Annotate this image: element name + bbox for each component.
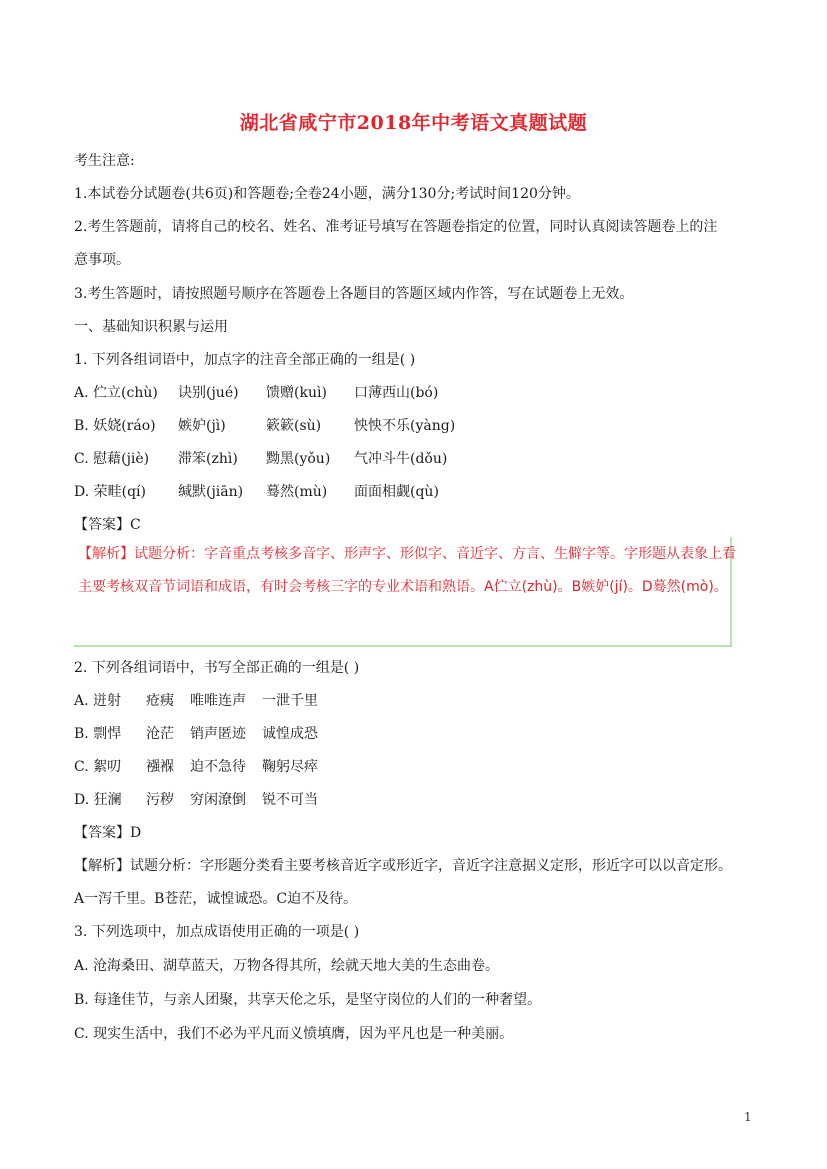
question-3-option-b: B. 每逢佳节，与亲人团聚，共享天伦之乐，是坚守岗位的人们的一种奢望。 <box>74 992 542 1008</box>
question-2-stem: 2. 下列各组词语中，书写全部正确的一组是( ) <box>74 660 360 676</box>
notice-item-2b: 意事项。 <box>74 252 130 268</box>
question-2-option-c: C. 絮叨 襁褓 迫不急待 鞠躬尽瘁 <box>74 759 318 775</box>
question-3-option-c: C. 现实生活中，我们不必为平凡而义愤填膺，因为平凡也是一种美丽。 <box>74 1026 514 1042</box>
question-2-option-a: A. 迸射 疮痍 唯唯连声 一泄千里 <box>74 693 318 709</box>
question-1-analysis: 【解析】试题分析：字音重点考核多音字、形声字、形似字、音近字、方言、生僻字等。字形题从表象上看主要考核双音节词语和成语，有时会考核三字的专业术语和熟语。A伫立(zhù)。B嫉妒(jí)。D蓦然(mò)。 <box>78 546 736 595</box>
question-1-option-c: C. 慰藉(jiè) 滞笨(zhì) 黝黑(yǒu) 气冲斗牛(dǒu) <box>74 451 448 467</box>
notice-heading: 考生注意: <box>74 153 135 169</box>
question-1-stem: 1. 下列各组词语中，加点字的注音全部正确的一组是( ) <box>74 352 416 368</box>
page-title: 湖北省咸宁市2018年中考语文真题试题 <box>239 112 588 134</box>
question-2-answer: 【答案】D <box>74 825 142 841</box>
question-2-analysis-a: 【解析】试题分析：字形题分类看主要考核音近字或形近字，音近字注意据义定形，形近字可以以音定形。 <box>74 858 732 874</box>
question-1-answer: 【答案】C <box>74 517 141 533</box>
notice-item-3: 3.考生答题时，请按照题号顺序在答题卷上各题目的答题区域内作答，写在试题卷上无效。 <box>74 286 634 302</box>
notice-item-1: 1.本试卷分试题卷(共6页)和答题卷;全卷24小题，满分130分;考试时间120分钟。 <box>74 186 580 202</box>
question-2-option-d: D. 狂澜 污秽 穷闲潦倒 锐不可当 <box>74 792 318 808</box>
section-heading: 一、基础知识积累与运用 <box>74 319 228 335</box>
question-3-stem: 3. 下列选项中，加点成语使用正确的一项是( ) <box>74 924 360 940</box>
question-3-option-a: A. 沧海桑田、湖草蓝天，万物各得其所，绘就天地大美的生态曲卷。 <box>74 958 500 974</box>
question-1-option-d: D. 荣畦(qí) 缄默(jiān) 蓦然(mù) 面面相觑(qù) <box>74 484 439 500</box>
question-1-option-a: A. 伫立(chù) 诀别(jué) 馈赠(kuì) 口薄西山(bó) <box>74 385 439 401</box>
question-2-option-b: B. 剽悍 沧茫 销声匿迹 诚惶成恐 <box>74 726 318 742</box>
page-number: 1 <box>744 1110 752 1124</box>
question-2-analysis-b: A一泻千里。B苍茫，诚惶诚恐。C迫不及待。 <box>74 891 358 907</box>
question-1-option-b: B. 妖娆(ráo) 嫉妒(jì) 簌簌(sù) 怏怏不乐(yàng) <box>74 418 456 434</box>
notice-item-2a: 2.考生答题前，请将自己的校名、姓名、准考证号填写在答题卷指定的位置，同时认真阅读答题卷上的注 <box>74 219 718 235</box>
